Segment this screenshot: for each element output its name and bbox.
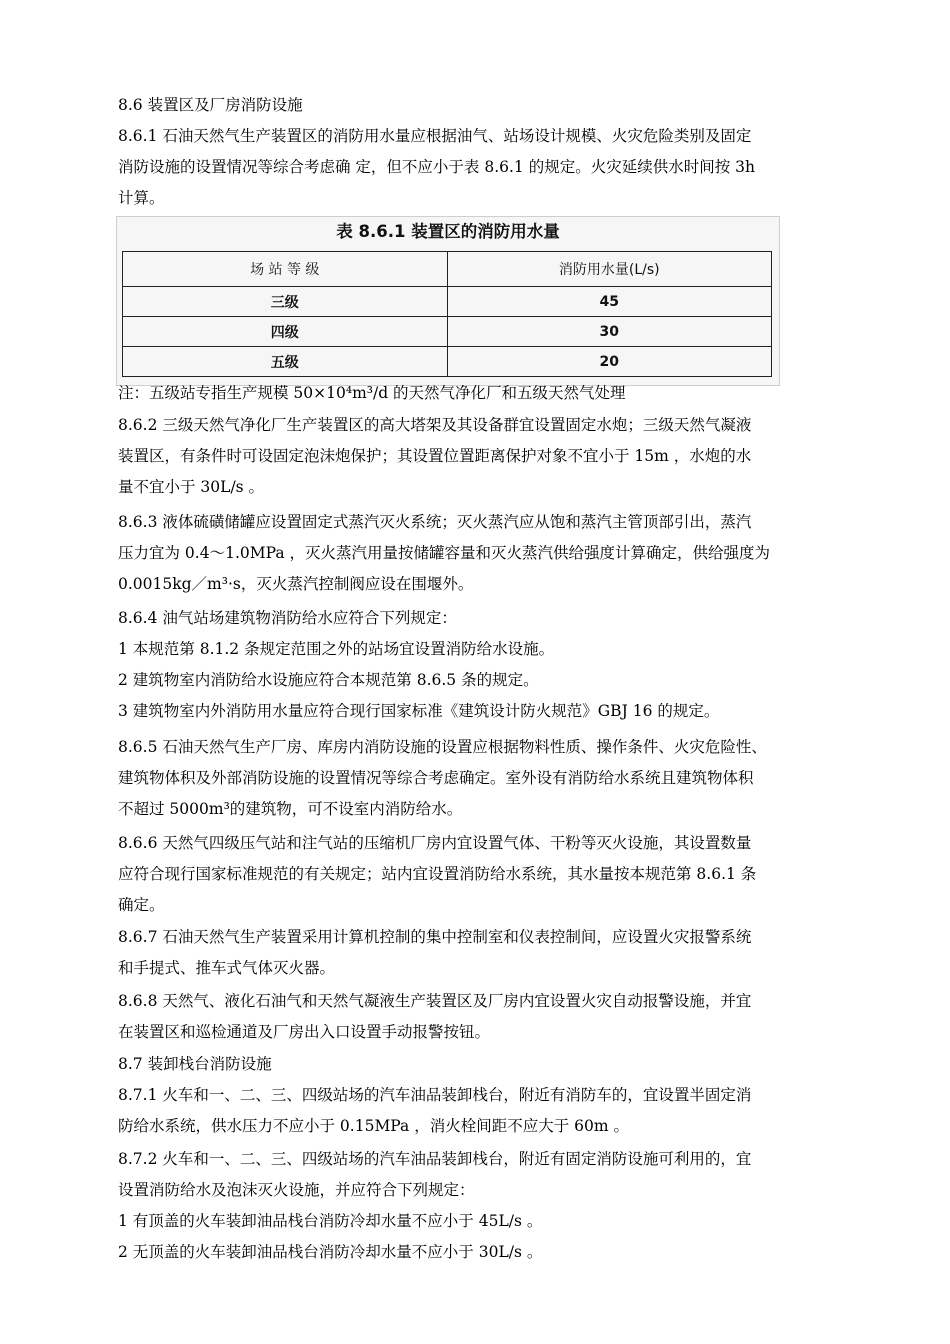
table-row xyxy=(123,287,772,317)
table-note: 注：五级站专指生产规模 50×10⁴m³/d 的天然气净化厂和五级天然气处理 xyxy=(118,384,626,402)
clause-8-6-3: 8.6.3 液体硫磺储罐应设置固定式蒸汽灭火系统；灭火蒸汽应从饱和蒸汽主管顶部引出，蒸汽 压力宜为 0.4～1.0MPa ，灭火蒸汽用量按储罐容量和灭火蒸汽供给强度计算确定，供给强度为 0.0015kg／m³·s，灭火蒸汽控制阀应设在围堰外。 xyxy=(118,513,771,593)
section-heading-8-7: 8.7 装卸栈台消防设施 xyxy=(118,1055,272,1073)
clause-8-6-5: 8.6.5 石油天然气生产厂房、库房内消防设施的设置应根据物料性质、操作条件、火灾危险性、 建筑物体积及外部消防设施的设置情况等综合考虑确定。室外设有消防给水系统且建筑物体积 不超过 5000m³的建筑物，可不设室内消防给水。 xyxy=(118,738,767,818)
clause-8-7-2: 8.7.2 火车和一、二、三、四级站场的汽车油品装卸栈台，附近有固定消防设施可利用的，宜 设置消防给水及泡沫灭火设施，并应符合下列规定： 1 有顶盖的火车装卸油品栈台消防冷却水量不应小于 45L/s 。 2 无顶盖的火车装卸油品栈台消防冷却水量不应小于 30L/s 。 xyxy=(118,1150,752,1261)
clause-8-6-2: 8.6.2 三级天然气净化厂生产装置区的高大塔架及其设备群宜设置固定水炮；三级天然气凝液 装置区，有条件时可设固定泡沫炮保护；其设置位置距离保护对象不宜小于 15m ，水炮的水 量不宜小于 30L/s 。 xyxy=(118,416,752,496)
cell-grade: 四级 xyxy=(123,317,448,347)
clause-8-6-4: 8.6.4 油气站场建筑物消防给水应符合下列规定： 1 本规范第 8.1.2 条规定范围之外的站场宜设置消防给水设施。 2 建筑物室内消防给水设施应符合本规范第 8.6.5 条的规定。 3 建筑物室内外消防用水量应符合现行国家标准《建筑设计防火规范》GBJ 16 的规定。 xyxy=(118,609,720,720)
cell-grade: 五级 xyxy=(123,347,448,377)
clause-8-6-6: 8.6.6 天然气四级压气站和注气站的压缩机厂房内宜设置气体、干粉等灭火设施，其设置数量 应符合现行国家标准规范的有关规定；站内宜设置消防给水系统，其水量按本规范第 8.6.1 条 确定。 xyxy=(118,834,757,914)
clause-8-6-1: 8.6.1 石油天然气生产装置区的消防用水量应根据油气、站场设计规模、火灾危险类别及固定 消防设施的设置情况等综合考虑确 定，但不应小于表 8.6.1 的规定。火灾延续供水时间按 3h 计算。 xyxy=(118,127,755,207)
clause-8-7-1: 8.7.1 火车和一、二、三、四级站场的汽车油品装卸栈台，附近有消防车的，宜设置半固定消 防给水系统，供水压力不应小于 0.15MPa ，消火栓间距不应大于 60m 。 xyxy=(118,1086,752,1135)
table-caption: 表 8.6.1 装置区的消防用水量 xyxy=(336,222,560,241)
table-8-6-1-figure xyxy=(116,216,780,386)
water-volume-table xyxy=(122,251,772,377)
header-grade: 场 站 等 级 xyxy=(123,252,448,287)
table-row xyxy=(123,317,772,347)
cell-flow: 20 xyxy=(447,347,772,377)
section-heading-8-6: 8.6 装置区及厂房消防设施 xyxy=(118,96,303,114)
header-flow: 消防用水量(L/s) xyxy=(447,252,772,287)
cell-grade: 三级 xyxy=(123,287,448,317)
clause-8-6-7: 8.6.7 石油天然气生产装置采用计算机控制的集中控制室和仪表控制间，应设置火灾报警系统 和手提式、推车式气体灭火器。 xyxy=(118,928,752,977)
cell-flow: 45 xyxy=(447,287,772,317)
cell-flow: 30 xyxy=(447,317,772,347)
table-row xyxy=(123,347,772,377)
clause-8-6-8: 8.6.8 天然气、液化石油气和天然气凝液生产装置区及厂房内宜设置火灾自动报警设施，并宜 在装置区和巡检通道及厂房出入口设置手动报警按钮。 xyxy=(118,992,752,1041)
table-header-row xyxy=(123,252,772,287)
